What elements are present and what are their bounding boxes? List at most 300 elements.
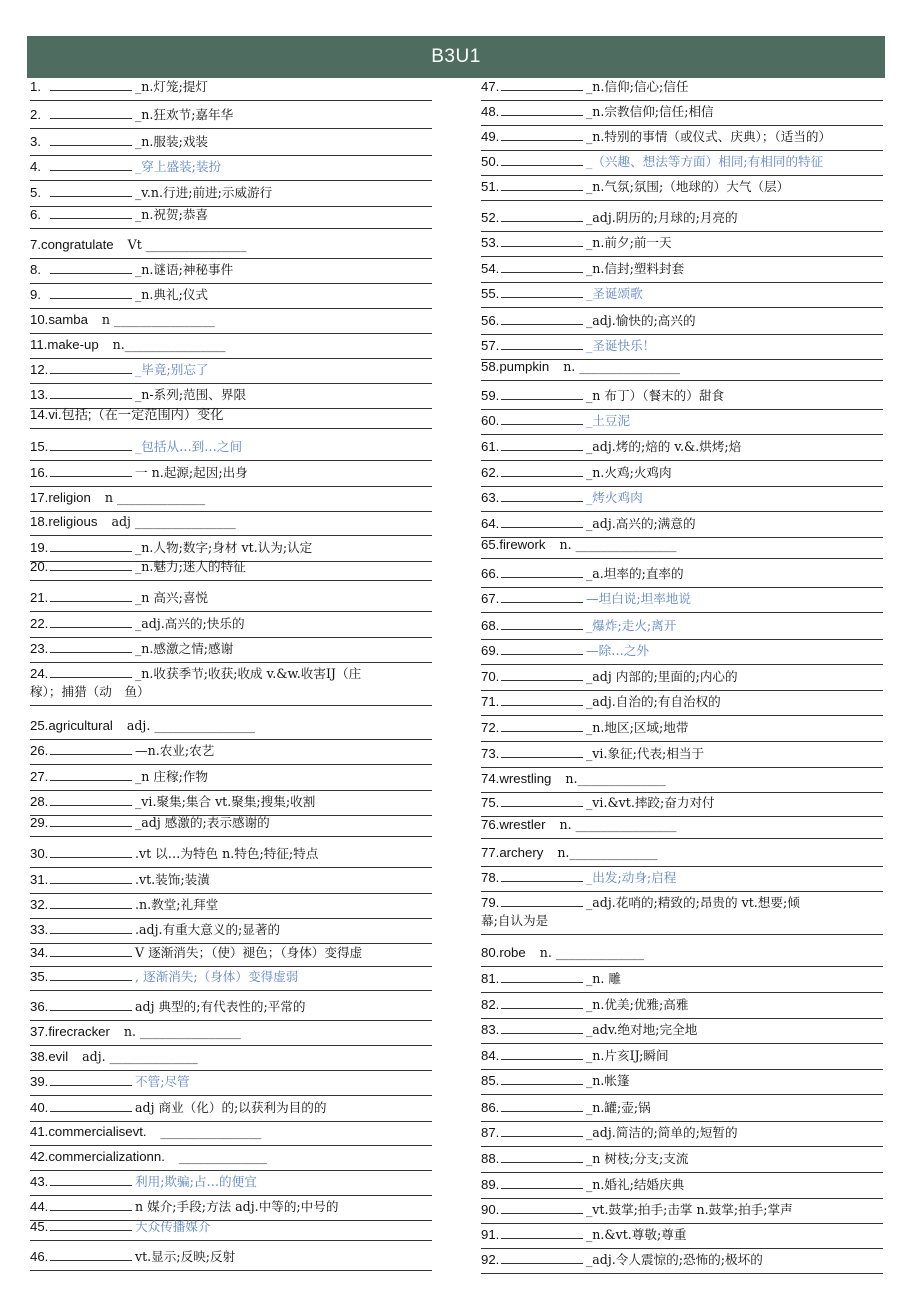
- vocab-number: 61.: [481, 439, 500, 454]
- answer-blank[interactable]: [50, 133, 132, 146]
- answer-blank[interactable]: [50, 261, 132, 274]
- vocab-row: [481, 78, 883, 101]
- answer-blank[interactable]: [50, 438, 132, 451]
- answer-blank[interactable]: [501, 515, 583, 528]
- vocab-meaning: _n.感激之情;感谢: [135, 641, 234, 656]
- vocab-row: [30, 871, 432, 894]
- vocab-row: [30, 1173, 432, 1196]
- vocab-meaning: _adj 感激的;表示感谢的: [135, 815, 270, 830]
- answer-blank[interactable]: [50, 206, 132, 219]
- answer-blank[interactable]: [50, 158, 132, 171]
- vocab-meaning: .vt 以…为特色 n.特色;特征;特点: [135, 846, 319, 861]
- vocab-meaning: _adj.高兴的;满意的: [586, 516, 696, 531]
- vocab-meaning: _vi.&vt.摔跤;奋力对付: [586, 795, 715, 810]
- vocab-meaning: _n.罐;壶;锅: [586, 1100, 651, 1115]
- answer-blank[interactable]: [501, 1047, 583, 1060]
- vocab-row: [30, 968, 432, 991]
- vocab-meaning: _n.特别的事情（或仪式、庆典）；（适当的）: [586, 129, 832, 144]
- vocab-meaning: _土豆泥: [586, 413, 631, 428]
- vocab-row: [30, 1073, 432, 1096]
- vocab-meaning: —坦白说;坦率地说: [586, 591, 691, 606]
- answer-blank[interactable]: [501, 745, 583, 758]
- vocab-number: 86.: [481, 1100, 500, 1115]
- vocab-row: [30, 717, 432, 740]
- vocab-meaning: .adj.有重大意义的;显著的: [135, 922, 281, 937]
- vocab-number: 1.: [30, 79, 41, 94]
- vocab-number: 71.: [481, 694, 500, 709]
- vocab-meaning: _n.典礼;仪式: [135, 287, 209, 302]
- vocab-number: 49.: [481, 129, 500, 144]
- vocab-meaning: _n.地区;区域;地带: [586, 720, 689, 735]
- vocab-meaning: 利用;欺骗;占…的便宜: [135, 1174, 257, 1189]
- answer-blank[interactable]: [501, 1021, 583, 1034]
- vocab-number: 21.: [30, 590, 49, 605]
- vocab-row: [481, 515, 883, 538]
- vocab-number: 70.: [481, 669, 500, 684]
- answer-blank[interactable]: [50, 386, 132, 399]
- vocab-number: 58.pumpkin: [481, 359, 550, 374]
- vocab-number: 39.: [30, 1074, 49, 1089]
- vocab-row: [481, 719, 883, 742]
- answer-blank[interactable]: [501, 312, 583, 325]
- answer-blank[interactable]: [50, 539, 132, 552]
- answer-blank[interactable]: [50, 1248, 132, 1261]
- vocab-row: [481, 153, 883, 176]
- vocab-row: [481, 178, 883, 201]
- vocab-meaning: n ______________: [104, 490, 206, 505]
- answer-blank[interactable]: [50, 871, 132, 884]
- vocab-meaning: Vt ________________: [127, 237, 247, 252]
- vocab-row: [30, 464, 432, 487]
- vocab-row: [481, 844, 883, 867]
- vocab-number: 74.wrestling: [481, 771, 552, 786]
- answer-blank[interactable]: [501, 103, 583, 116]
- vocab-row: [30, 1218, 432, 1241]
- answer-blank[interactable]: [501, 996, 583, 1009]
- vocab-number: 35.: [30, 969, 49, 984]
- vocab-meaning: _毕竟;别忘了: [135, 362, 209, 377]
- answer-blank[interactable]: [50, 286, 132, 299]
- vocab-meaning: _v.n.行进;前进;示威游行: [135, 185, 273, 200]
- vocab-meaning: _vi.象征;代表;相当于: [586, 746, 705, 761]
- vocab-meaning: _n.&vt.尊敬;尊重: [586, 1227, 687, 1242]
- vocab-number: 80.robe: [481, 945, 526, 960]
- answer-blank[interactable]: [50, 921, 132, 934]
- answer-blank[interactable]: [50, 640, 132, 653]
- vocab-meaning: _出发;动身;启程: [586, 870, 677, 885]
- answer-blank[interactable]: [50, 464, 132, 477]
- page-title-bar: [27, 36, 885, 78]
- vocab-row: [30, 1248, 432, 1271]
- answer-blank[interactable]: [50, 558, 132, 571]
- answer-blank[interactable]: [501, 1201, 583, 1214]
- vocab-number: 68.: [481, 618, 500, 633]
- vocab-row: [30, 261, 432, 284]
- answer-blank[interactable]: [50, 1198, 132, 1211]
- vocab-meaning: _n.灯笼;提灯: [135, 79, 209, 94]
- vocab-meaning: _n.帐篷: [586, 1073, 630, 1088]
- vocab-number: 30.: [30, 846, 49, 861]
- vocab-meaning: —n.农业;农艺: [135, 743, 215, 758]
- vocab-number: 14.vi.包括;（在一定范围内）变化: [30, 407, 224, 422]
- vocab-meaning: _n.祝贺;恭喜: [135, 207, 209, 222]
- vocab-row: [30, 133, 432, 156]
- vocab-number: 62.: [481, 465, 500, 480]
- vocab-row: [30, 845, 432, 868]
- vocab-number: 2.: [30, 107, 41, 122]
- vocab-meaning: _adj.花哨的;精致的;昂贵的 vt.想要;倾: [586, 895, 800, 910]
- vocab-number: 6.: [30, 207, 41, 222]
- vocab-row: [30, 106, 432, 129]
- vocab-meaning: _adj.令人震惊的;恐怖的;极坏的: [586, 1252, 763, 1267]
- answer-blank[interactable]: [501, 438, 583, 451]
- vocab-row: [481, 536, 883, 559]
- vocab-row: [481, 1047, 883, 1070]
- answer-blank[interactable]: [501, 1099, 583, 1112]
- answer-blank[interactable]: [50, 998, 132, 1011]
- vocab-row: [30, 793, 432, 816]
- answer-blank[interactable]: [501, 565, 583, 578]
- vocab-number: 66.: [481, 566, 500, 581]
- vocab-row: [481, 894, 883, 935]
- answer-blank[interactable]: [501, 668, 583, 681]
- answer-blank[interactable]: [501, 285, 583, 298]
- vocab-row: [30, 406, 432, 429]
- vocab-meaning: _adv.绝对地;完全地: [586, 1022, 698, 1037]
- vocab-meaning: _adj.愉快的;高兴的: [586, 313, 696, 328]
- vocab-meaning: V 逐渐消失；（使）褪色；（身体）变得虚: [135, 945, 363, 960]
- answer-blank[interactable]: [501, 234, 583, 247]
- answer-blank[interactable]: [50, 184, 132, 197]
- vocab-meaning: ______________: [178, 1149, 268, 1164]
- vocab-row: [30, 768, 432, 791]
- answer-blank[interactable]: [501, 1251, 583, 1264]
- answer-blank[interactable]: [501, 1176, 583, 1189]
- vocab-number: 53.: [481, 235, 500, 250]
- vocab-row: [30, 286, 432, 309]
- answer-blank[interactable]: [501, 153, 583, 166]
- vocab-number: 90.: [481, 1202, 500, 1217]
- answer-blank[interactable]: [501, 78, 583, 91]
- vocab-meaning: adj. ________________: [126, 718, 256, 733]
- vocab-row: [481, 1150, 883, 1173]
- vocab-meaning: _n.狂欢节;嘉年华: [135, 107, 234, 122]
- vocab-number: 15.: [30, 439, 49, 454]
- answer-blank[interactable]: [50, 1099, 132, 1112]
- vocab-row: [30, 336, 432, 359]
- vocab-number: 27.: [30, 769, 49, 784]
- vocab-number: 56.: [481, 313, 500, 328]
- vocab-row: [481, 103, 883, 126]
- vocab-row: [481, 489, 883, 512]
- vocab-row: [30, 78, 432, 101]
- answer-blank[interactable]: [50, 968, 132, 981]
- vocab-row: [30, 1023, 432, 1046]
- vocab-row: [481, 693, 883, 716]
- vocab-meaning: _穿上盛装;装扮: [135, 159, 222, 174]
- answer-blank[interactable]: [501, 693, 583, 706]
- vocab-row: [30, 361, 432, 384]
- vocab-row: [481, 794, 883, 817]
- vocab-number: 57.: [481, 338, 500, 353]
- answer-blank[interactable]: [501, 209, 583, 222]
- answer-blank[interactable]: [501, 1150, 583, 1163]
- answer-blank[interactable]: [501, 260, 583, 273]
- answer-blank[interactable]: [501, 464, 583, 477]
- vocab-row: [30, 184, 432, 207]
- vocab-number: 13.: [30, 387, 49, 402]
- vocab-row: [30, 206, 432, 229]
- vocab-number: 82.: [481, 997, 500, 1012]
- vocab-row: [481, 1226, 883, 1249]
- vocab-meaning: _n.谜语;神秘事件: [135, 262, 234, 277]
- vocab-row: [481, 285, 883, 308]
- answer-blank[interactable]: [50, 665, 132, 678]
- answer-blank[interactable]: [501, 128, 583, 141]
- vocab-number: 64.: [481, 516, 500, 531]
- vocab-row: [481, 668, 883, 691]
- answer-blank[interactable]: [50, 896, 132, 909]
- vocab-number: 63.: [481, 490, 500, 505]
- vocab-meaning: n 媒介;手段;方法 adj.中等的;中号的: [135, 1199, 339, 1214]
- vocab-number: 25.agricultural: [30, 718, 113, 733]
- vocab-row: [481, 358, 883, 381]
- answer-blank[interactable]: [50, 589, 132, 602]
- vocab-number: 88.: [481, 1151, 500, 1166]
- vocab-number: 26.: [30, 743, 49, 758]
- answer-blank[interactable]: [501, 387, 583, 400]
- vocab-number: 73.: [481, 746, 500, 761]
- answer-blank[interactable]: [501, 642, 583, 655]
- vocab-meaning: _n.优美;优雅;高雅: [586, 997, 689, 1012]
- vocab-meaning: adj 典型的;有代表性的;平常的: [135, 999, 306, 1014]
- vocab-meaning: 不管;尽管: [135, 1074, 190, 1089]
- answer-blank[interactable]: [50, 793, 132, 806]
- vocab-meaning: _adj 内部的;里面的;内心的: [586, 669, 738, 684]
- answer-blank[interactable]: [501, 794, 583, 807]
- vocab-number: 32.: [30, 897, 49, 912]
- vocab-number: 76.wrestler: [481, 817, 546, 832]
- vocab-meaning: _adj.烤的;焙的 v.&.烘烤;焙: [586, 439, 742, 454]
- vocab-row: [481, 412, 883, 435]
- answer-blank[interactable]: [50, 742, 132, 755]
- vocab-number: 52.: [481, 210, 500, 225]
- answer-blank[interactable]: [501, 1226, 583, 1239]
- answer-blank[interactable]: [50, 845, 132, 858]
- vocab-meaning: 一 n.起源;起因;出身: [135, 465, 248, 480]
- answer-blank[interactable]: [50, 944, 132, 957]
- vocab-row: [481, 312, 883, 335]
- vocab-row: [30, 1099, 432, 1122]
- vocab-meaning-continued: 幕;自认为是: [481, 913, 549, 928]
- vocab-number: 31.: [30, 872, 49, 887]
- vocab-number: 87.: [481, 1125, 500, 1140]
- vocab-row: [30, 311, 432, 334]
- vocab-row: [481, 590, 883, 613]
- answer-blank[interactable]: [50, 106, 132, 119]
- vocab-meaning: _n.信仰;信心;信任: [586, 79, 689, 94]
- vocab-meaning: _n.婚礼;结婚庆典: [586, 1177, 685, 1192]
- vocab-row: [481, 996, 883, 1019]
- vocab-row: [481, 1201, 883, 1224]
- vocab-row: [481, 234, 883, 257]
- vocab-meaning: .n.教堂;礼拜堂: [135, 897, 219, 912]
- vocab-number: 36.: [30, 999, 49, 1014]
- vocab-meaning: vt.显示;反映;反射: [135, 1249, 236, 1264]
- answer-blank[interactable]: [501, 1124, 583, 1137]
- vocab-meaning: _圣诞快乐！: [586, 338, 656, 353]
- vocab-row: [481, 1072, 883, 1095]
- answer-blank[interactable]: [501, 489, 583, 502]
- vocab-number: 69.: [481, 643, 500, 658]
- vocab-number: 4.: [30, 159, 41, 174]
- vocab-number: 45.: [30, 1219, 49, 1234]
- vocab-row: [30, 1148, 432, 1171]
- vocab-meaning: _n.人物;数字;身材 vt.认为;认定: [135, 540, 313, 555]
- vocab-number: 85.: [481, 1073, 500, 1088]
- vocab-row: [30, 236, 432, 259]
- vocab-meaning: n ________________: [101, 312, 215, 327]
- vocab-number: 10.samba: [30, 312, 88, 327]
- vocab-meaning: _n-系列;范围、界限: [135, 387, 247, 402]
- vocab-meaning: _n.片亥IJ;瞬间: [586, 1048, 669, 1063]
- vocab-row: [30, 513, 432, 536]
- answer-blank[interactable]: [50, 361, 132, 374]
- vocab-number: 37.firecracker: [30, 1024, 110, 1039]
- vocab-meaning: _adj.自治的;有自治权的: [586, 694, 721, 709]
- vocab-meaning: _n.服装;戏装: [135, 134, 209, 149]
- answer-blank[interactable]: [501, 1072, 583, 1085]
- vocab-row: [30, 742, 432, 765]
- vocab-number: 47.: [481, 79, 500, 94]
- vocab-row: [481, 1099, 883, 1122]
- vocab-number: 51.: [481, 179, 500, 194]
- vocab-row: [30, 1048, 432, 1071]
- vocab-number: 83.: [481, 1022, 500, 1037]
- vocab-meaning: _包括从…到…之间: [135, 439, 243, 454]
- vocab-number: 92.: [481, 1252, 500, 1267]
- vocab-meaning: _adj.阴历的;月球的;月亮的: [586, 210, 738, 225]
- vocab-row: [481, 970, 883, 993]
- vocab-meaning: ________________: [160, 1124, 262, 1139]
- vocab-row: [481, 387, 883, 410]
- vocab-meaning: _n.魅力;迷人的特征: [135, 559, 246, 574]
- vocab-row: [481, 617, 883, 640]
- vocab-number: 11.make-up: [30, 337, 99, 352]
- answer-blank[interactable]: [501, 970, 583, 983]
- answer-blank[interactable]: [50, 78, 132, 91]
- vocab-number: 59.: [481, 388, 500, 403]
- vocab-number: 77.archery: [481, 845, 544, 860]
- vocab-meaning: .vt.装饰;装潢: [135, 872, 210, 887]
- vocab-meaning: _n 高兴;喜悦: [135, 590, 209, 605]
- vocab-row: [481, 464, 883, 487]
- vocab-row: [481, 438, 883, 461]
- vocab-row: [481, 869, 883, 892]
- answer-blank[interactable]: [501, 617, 583, 630]
- vocab-row: [481, 944, 883, 967]
- vocab-number: 42.commercializationn.: [30, 1149, 165, 1164]
- answer-blank[interactable]: [501, 894, 583, 907]
- vocab-number: 40.: [30, 1100, 49, 1115]
- vocab-meaning: _n 庄稼;作物: [135, 769, 209, 784]
- vocab-number: 91.: [481, 1227, 500, 1242]
- vocab-meaning: _烤火鸡肉: [586, 490, 643, 505]
- vocab-number: 44.: [30, 1199, 49, 1214]
- answer-blank[interactable]: [50, 1173, 132, 1186]
- answer-blank[interactable]: [50, 615, 132, 628]
- vocab-number: 50.: [481, 154, 500, 169]
- answer-blank[interactable]: [501, 412, 583, 425]
- vocab-meaning: n. ______________: [539, 945, 645, 960]
- vocab-row: [481, 1124, 883, 1147]
- vocab-number: 38.evil: [30, 1049, 69, 1064]
- vocab-number: 78.: [481, 870, 500, 885]
- vocab-number: 20.: [30, 559, 49, 574]
- vocab-meaning: adj 商业（化）的;以获利为目的的: [135, 1100, 327, 1115]
- vocab-number: 9.: [30, 287, 41, 302]
- vocab-number: 60.: [481, 413, 500, 428]
- answer-blank[interactable]: [50, 1073, 132, 1086]
- vocab-row: [481, 128, 883, 151]
- vocab-row: [481, 1021, 883, 1044]
- page-title: B3U1: [431, 46, 481, 67]
- vocab-number: 41.commercialisevt.: [30, 1124, 147, 1139]
- vocab-meaning: _a.坦率的;直率的: [586, 566, 684, 581]
- vocab-number: 81.: [481, 971, 500, 986]
- vocab-row: [30, 489, 432, 512]
- vocab-number: 89.: [481, 1177, 500, 1192]
- vocab-number: 43.: [30, 1174, 49, 1189]
- vocab-meaning-continued: 稼）；捕猎（动 鱼）: [30, 684, 150, 699]
- answer-blank[interactable]: [501, 178, 583, 191]
- vocab-meaning: adj ________________: [111, 514, 236, 529]
- vocab-row: [481, 1251, 883, 1274]
- answer-blank[interactable]: [50, 768, 132, 781]
- vocab-number: 23.: [30, 641, 49, 656]
- vocab-meaning: _n 布丁）（餐末的）甜食: [586, 388, 725, 403]
- vocab-meaning: _n.前夕;前一天: [586, 235, 672, 250]
- vocab-row: [30, 640, 432, 663]
- vocab-number: 28.: [30, 794, 49, 809]
- answer-blank[interactable]: [501, 337, 583, 350]
- answer-blank[interactable]: [50, 1218, 132, 1231]
- vocab-meaning: _n.宗教信仰;信任;相信: [586, 104, 714, 119]
- vocab-row: [30, 998, 432, 1021]
- vocab-row: [481, 209, 883, 232]
- vocab-number: 55.: [481, 286, 500, 301]
- vocab-row: [481, 1176, 883, 1199]
- vocab-number: 16.: [30, 465, 49, 480]
- vocab-number: 46.: [30, 1249, 49, 1264]
- vocab-row: [30, 665, 432, 706]
- vocab-number: 29.: [30, 815, 49, 830]
- vocab-number: 34.: [30, 945, 49, 960]
- vocab-meaning: —除…之外: [586, 643, 649, 658]
- vocab-number: 48.: [481, 104, 500, 119]
- answer-blank[interactable]: [501, 719, 583, 732]
- vocab-number: 65.firework: [481, 537, 546, 552]
- vocab-number: 3.: [30, 134, 41, 149]
- vocab-meaning: adj. ______________: [82, 1049, 198, 1064]
- vocab-meaning: _n.气氛;氛围;（地球的）大气（层）: [586, 179, 790, 194]
- vocab-number: 7.congratulate: [30, 237, 114, 252]
- answer-blank[interactable]: [501, 590, 583, 603]
- vocab-meaning: n. ________________: [559, 817, 677, 832]
- answer-blank[interactable]: [50, 814, 132, 827]
- vocab-meaning: n. ________________: [563, 359, 681, 374]
- answer-blank[interactable]: [501, 869, 583, 882]
